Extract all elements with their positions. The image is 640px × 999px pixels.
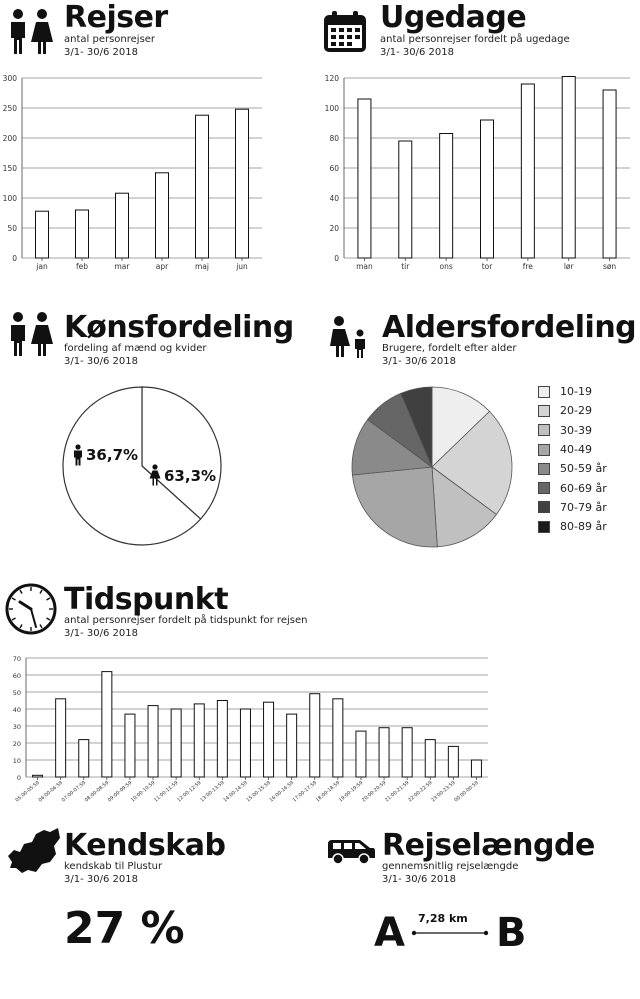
x-tick-label: 15:00-15:59 xyxy=(246,780,272,804)
y-tick-label: 0 xyxy=(12,254,17,263)
bar xyxy=(358,99,371,258)
bar xyxy=(333,699,343,777)
legend-swatch xyxy=(538,463,550,475)
x-tick-label: 19:00-19:59 xyxy=(338,780,365,804)
bar xyxy=(116,193,129,258)
male-percentage: 36,7% xyxy=(86,446,139,464)
van-icon xyxy=(326,836,376,866)
bar xyxy=(310,694,320,777)
x-tick-label: 06:00-06:59 xyxy=(38,780,64,804)
legend-item xyxy=(538,440,607,459)
ugedage-period: 3/1- 30/6 2018 xyxy=(380,47,454,58)
legend-item xyxy=(538,517,607,536)
bar xyxy=(125,714,135,777)
rejser-title: Rejser xyxy=(64,0,168,35)
x-tick-label: 17:00-17:59 xyxy=(292,780,319,804)
distance-line xyxy=(410,928,490,938)
tidspunkt-bar-chart xyxy=(0,648,500,808)
x-tick-label: 12:00-12:59 xyxy=(176,780,203,804)
tidspunkt-subtitle: antal personrejser fordelt på tidspunkt for rejsen xyxy=(64,615,308,626)
alder-period: 3/1- 30/6 2018 xyxy=(382,356,456,367)
bar xyxy=(481,120,494,258)
rejselaengde-period: 3/1- 30/6 2018 xyxy=(382,874,456,885)
ugedage-subtitle: antal personrejser fordelt på ugedage xyxy=(380,34,570,45)
legend-label: 20-29 xyxy=(560,404,592,418)
tidspunkt-period: 3/1- 30/6 2018 xyxy=(64,628,138,639)
rejser-period: 3/1- 30/6 2018 xyxy=(64,47,138,58)
y-tick-label: 50 xyxy=(7,224,17,233)
parent-child-icon xyxy=(326,314,372,358)
bar xyxy=(156,173,169,258)
alder-title: Aldersfordeling xyxy=(382,310,637,345)
alder-pie-chart xyxy=(340,375,530,555)
x-tick-label: mar xyxy=(114,262,130,271)
start-point-label: A xyxy=(374,910,405,956)
alder-legend xyxy=(538,382,607,536)
koen-period: 3/1- 30/6 2018 xyxy=(64,356,138,367)
x-tick-label: 14:00-14:59 xyxy=(223,780,249,804)
legend-item xyxy=(538,459,607,478)
legend-swatch xyxy=(538,482,550,494)
x-tick-label: man xyxy=(356,262,373,271)
x-tick-label: 05:00-05:59 xyxy=(15,780,41,804)
y-tick-label: 20 xyxy=(12,740,21,748)
x-tick-label: ons xyxy=(439,262,453,271)
x-tick-label: tir xyxy=(401,262,410,271)
y-tick-label: 0 xyxy=(16,774,21,782)
legend-label: 60-69 år xyxy=(560,481,607,495)
bar xyxy=(56,699,66,777)
x-tick-label: 08:00-08:59 xyxy=(84,780,111,804)
bar xyxy=(79,740,89,777)
x-tick-label: 23:00-23:59 xyxy=(430,780,457,804)
y-tick-label: 100 xyxy=(324,104,339,113)
distance-label: 7,28 km xyxy=(418,912,468,925)
bar xyxy=(148,706,158,777)
y-tick-label: 0 xyxy=(334,254,339,263)
x-tick-label: 09:00-09:59 xyxy=(107,780,134,804)
legend-swatch xyxy=(538,405,550,417)
legend-label: 30-39 xyxy=(560,423,592,437)
y-tick-label: 60 xyxy=(12,672,21,680)
bar xyxy=(448,746,458,777)
bar xyxy=(521,84,534,258)
y-tick-label: 250 xyxy=(2,104,17,113)
x-tick-label: jun xyxy=(236,262,248,271)
bar xyxy=(425,740,435,777)
legend-swatch xyxy=(538,386,550,398)
bar xyxy=(217,701,227,778)
people-icon xyxy=(6,310,56,358)
legend-swatch xyxy=(538,501,550,513)
pie-slice xyxy=(352,467,437,547)
female-icon xyxy=(149,464,161,486)
bar xyxy=(196,115,209,258)
people-icon xyxy=(6,6,56,56)
y-tick-label: 50 xyxy=(12,689,21,697)
y-tick-label: 40 xyxy=(12,706,21,714)
legend-label: 80-89 år xyxy=(560,520,607,534)
bar xyxy=(287,714,297,777)
legend-item xyxy=(538,478,607,497)
rejselaengde-subtitle: gennemsnitlig rejselængde xyxy=(382,861,519,872)
legend-label: 50-59 år xyxy=(560,462,607,476)
ugedage-bar-chart xyxy=(318,68,640,278)
y-tick-label: 30 xyxy=(12,723,21,731)
legend-item xyxy=(538,401,607,420)
x-tick-label: 10:00-10:59 xyxy=(130,780,157,804)
bar xyxy=(562,77,575,259)
x-tick-label: 13:00-13:59 xyxy=(199,780,226,804)
kendskab-subtitle: kendskab til Plustur xyxy=(64,861,163,872)
rejser-bar-chart xyxy=(0,68,300,278)
bar xyxy=(440,134,453,259)
clock-icon xyxy=(4,582,58,636)
bar xyxy=(379,728,389,777)
rejser-subtitle: antal personrejser xyxy=(64,34,156,45)
kendskab-value: 27 % xyxy=(64,903,185,954)
x-tick-label: jan xyxy=(36,262,48,271)
x-tick-label: fre xyxy=(522,262,533,271)
x-tick-label: lør xyxy=(563,262,574,271)
y-tick-label: 100 xyxy=(2,194,17,203)
bar xyxy=(76,210,89,258)
y-tick-label: 40 xyxy=(329,194,339,203)
end-point-label: B xyxy=(496,910,527,956)
x-tick-label: feb xyxy=(75,262,89,271)
bar xyxy=(402,728,412,777)
y-tick-label: 70 xyxy=(12,655,21,663)
x-tick-label: apr xyxy=(155,262,169,271)
y-tick-label: 10 xyxy=(12,757,21,765)
koen-title: Kønsfordeling xyxy=(64,310,294,345)
y-tick-label: 150 xyxy=(2,164,17,173)
legend-swatch xyxy=(538,444,550,456)
x-tick-label: 21:00-21:59 xyxy=(384,780,411,804)
bar xyxy=(603,90,616,258)
legend-item xyxy=(538,382,607,401)
legend-swatch xyxy=(538,521,550,533)
bar xyxy=(236,109,249,258)
y-tick-label: 200 xyxy=(2,134,17,143)
x-tick-label: 16:00-16:59 xyxy=(269,780,295,804)
x-tick-label: 20:00-20:59 xyxy=(361,780,388,804)
map-region-icon xyxy=(6,826,62,874)
bar xyxy=(240,709,250,777)
bar xyxy=(171,709,181,777)
x-tick-label: 00:00-00:59 xyxy=(454,780,480,804)
x-tick-label: 11:00-11:59 xyxy=(153,780,180,804)
bar xyxy=(33,775,43,777)
y-tick-label: 60 xyxy=(329,164,339,173)
legend-item xyxy=(538,498,607,517)
legend-label: 70-79 år xyxy=(560,500,607,514)
bar xyxy=(399,141,412,258)
bar xyxy=(102,672,112,777)
x-tick-label: 18:00-18:59 xyxy=(315,780,342,804)
x-tick-label: tor xyxy=(481,262,493,271)
kendskab-title: Kendskab xyxy=(64,828,226,863)
y-tick-label: 20 xyxy=(329,224,339,233)
legend-swatch xyxy=(538,424,550,436)
legend-label: 40-49 xyxy=(560,443,592,457)
x-tick-label: søn xyxy=(602,262,617,271)
y-tick-label: 80 xyxy=(329,134,339,143)
male-icon xyxy=(72,444,84,466)
y-tick-label: 120 xyxy=(324,74,339,83)
kendskab-period: 3/1- 30/6 2018 xyxy=(64,874,138,885)
bar xyxy=(471,760,481,777)
x-tick-label: 07:00-07:59 xyxy=(61,780,88,804)
bar xyxy=(356,731,366,777)
legend-label: 10-19 xyxy=(560,385,592,399)
x-tick-label: 22:00-22:59 xyxy=(407,780,434,804)
x-tick-label: maj xyxy=(195,262,209,271)
rejselaengde-title: Rejselængde xyxy=(382,828,595,863)
tidspunkt-title: Tidspunkt xyxy=(64,582,229,617)
ugedage-title: Ugedage xyxy=(380,0,527,35)
alder-subtitle: Brugere, fordelt efter alder xyxy=(382,343,517,354)
y-tick-label: 300 xyxy=(2,74,17,83)
bar xyxy=(264,702,274,777)
bar xyxy=(36,211,49,258)
bar xyxy=(194,704,204,777)
legend-item xyxy=(538,421,607,440)
female-percentage: 63,3% xyxy=(164,467,217,485)
calendar-icon xyxy=(322,10,368,54)
koen-subtitle: fordeling af mænd og kvider xyxy=(64,343,207,354)
